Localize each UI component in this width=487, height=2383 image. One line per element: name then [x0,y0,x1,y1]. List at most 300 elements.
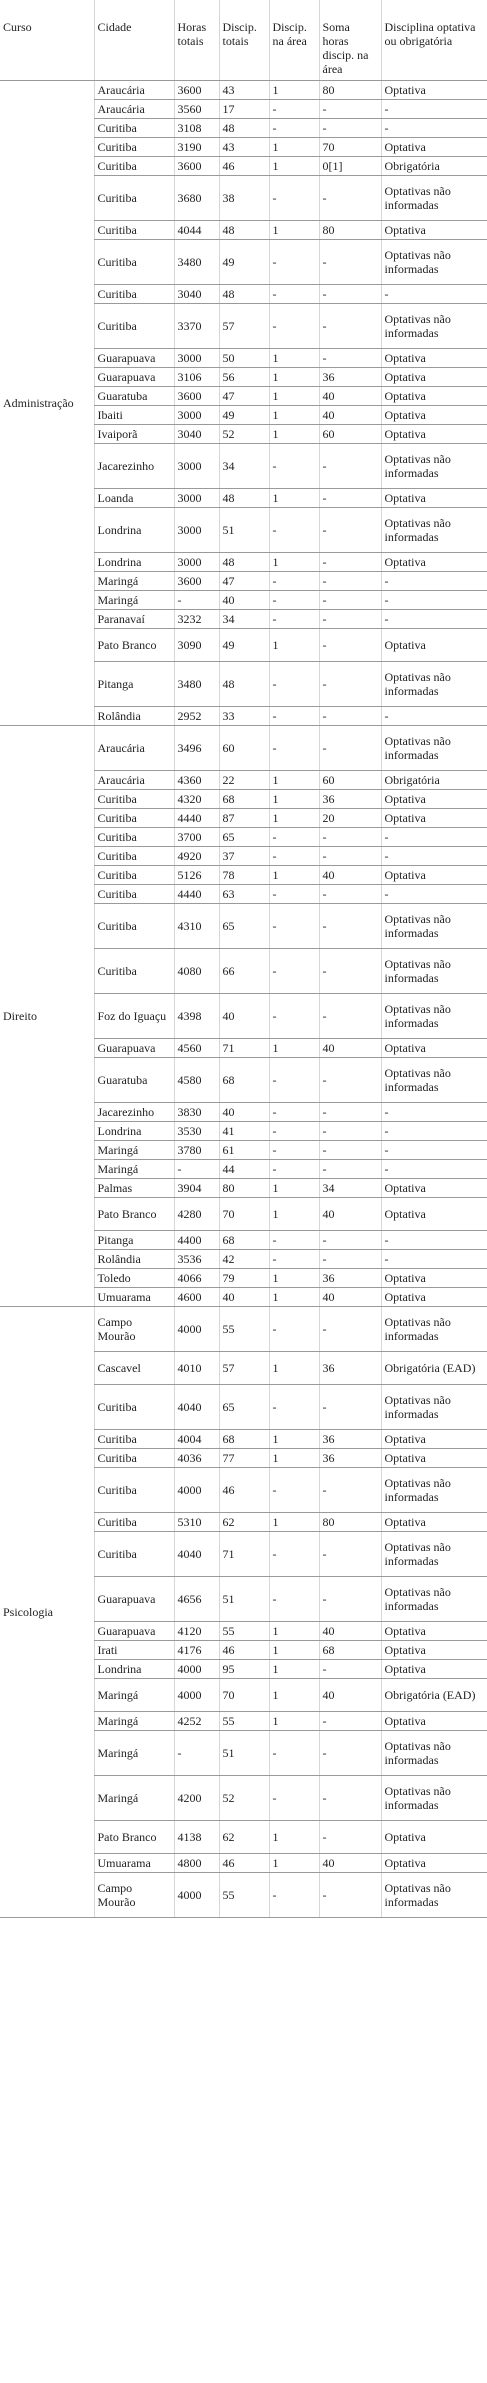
discip-na-area-cell: - [269,1103,319,1122]
horas-totais-cell: 3040 [174,285,219,304]
discip-na-area-cell: - [269,304,319,349]
discip-na-area-cell: - [269,1231,319,1250]
discip-totais-cell: 37 [219,847,269,866]
discip-na-area-cell: - [269,1058,319,1103]
soma-horas-cell: - [319,591,381,610]
discip-totais-cell: 78 [219,866,269,885]
discip-totais-cell: 55 [219,1873,269,1918]
optativa-obrigatoria-cell: - [381,1141,487,1160]
discip-totais-cell: 55 [219,1622,269,1641]
discip-totais-cell: 61 [219,1141,269,1160]
discip-totais-cell: 52 [219,425,269,444]
horas-totais-cell: 3106 [174,368,219,387]
discip-totais-cell: 51 [219,1577,269,1622]
optativa-obrigatoria-cell: Optativa [381,1198,487,1231]
discip-na-area-cell: - [269,1873,319,1918]
optativa-obrigatoria-cell: Optativa [381,349,487,368]
cidade-cell: Curitiba [94,949,174,994]
cidade-cell: Curitiba [94,240,174,285]
discip-na-area-cell: 1 [269,387,319,406]
discip-na-area-cell: 1 [269,1660,319,1679]
cidade-cell: Araucária [94,771,174,790]
discip-na-area-cell: - [269,240,319,285]
horas-totais-cell: 4004 [174,1430,219,1449]
soma-horas-cell: 0[1] [319,157,381,176]
cidade-cell: Curitiba [94,1449,174,1468]
optativa-obrigatoria-cell: - [381,707,487,726]
horas-totais-cell: 5310 [174,1513,219,1532]
soma-horas-cell: 36 [319,1269,381,1288]
cidade-cell: Pato Branco [94,1821,174,1854]
soma-horas-cell: - [319,304,381,349]
discip-totais-cell: 48 [219,119,269,138]
soma-horas-cell: - [319,1660,381,1679]
table-row [0,1307,487,1352]
cidade-cell: Curitiba [94,221,174,240]
header-discip-totais: Discip. totais [219,0,269,81]
cidade-cell: Maringá [94,1712,174,1731]
discip-na-area-cell: 1 [269,1179,319,1198]
horas-totais-cell: 4176 [174,1641,219,1660]
soma-horas-cell: 40 [319,1198,381,1231]
soma-horas-cell: - [319,994,381,1039]
cidade-cell: Curitiba [94,1430,174,1449]
horas-totais-cell: 4200 [174,1776,219,1821]
table-row [0,81,487,100]
discip-totais-cell: 22 [219,771,269,790]
optativa-obrigatoria-cell: Optativa [381,1641,487,1660]
discip-na-area-cell: 1 [269,1641,319,1660]
optativa-obrigatoria-cell: - [381,847,487,866]
discip-na-area-cell: 1 [269,1679,319,1712]
discip-totais-cell: 46 [219,1468,269,1513]
discip-na-area-cell: 1 [269,221,319,240]
soma-horas-cell: - [319,1532,381,1577]
discip-na-area-cell: 1 [269,1622,319,1641]
discip-totais-cell: 42 [219,1250,269,1269]
horas-totais-cell: 4036 [174,1449,219,1468]
cidade-cell: Curitiba [94,285,174,304]
horas-totais-cell: 3000 [174,489,219,508]
soma-horas-cell: - [319,1776,381,1821]
discip-totais-cell: 46 [219,1641,269,1660]
soma-horas-cell: 60 [319,425,381,444]
discip-totais-cell: 62 [219,1821,269,1854]
horas-totais-cell: 3830 [174,1103,219,1122]
soma-horas-cell: - [319,1231,381,1250]
horas-totais-cell: 3680 [174,176,219,221]
optativa-obrigatoria-cell: Optativa [381,809,487,828]
horas-totais-cell: 3480 [174,662,219,707]
discip-totais-cell: 70 [219,1198,269,1231]
discip-na-area-cell: - [269,1385,319,1430]
optativa-obrigatoria-cell: Optativa [381,406,487,425]
soma-horas-cell: - [319,240,381,285]
soma-horas-cell: 36 [319,1449,381,1468]
soma-horas-cell: - [319,904,381,949]
discip-totais-cell: 48 [219,285,269,304]
discip-totais-cell: 65 [219,1385,269,1430]
cidade-cell: Toledo [94,1269,174,1288]
discip-na-area-cell: 1 [269,1269,319,1288]
discip-totais-cell: 55 [219,1712,269,1731]
cidade-cell: Curitiba [94,1385,174,1430]
cidade-cell: Curitiba [94,885,174,904]
soma-horas-cell: - [319,119,381,138]
table-body [0,81,487,1918]
soma-horas-cell: - [319,1103,381,1122]
discip-totais-cell: 38 [219,176,269,221]
optativa-obrigatoria-cell: Obrigatória (EAD) [381,1679,487,1712]
optativa-obrigatoria-cell: Optativa [381,1854,487,1873]
discip-totais-cell: 52 [219,1776,269,1821]
optativa-obrigatoria-cell: Optativas não informadas [381,508,487,553]
optativa-obrigatoria-cell: Optativas não informadas [381,726,487,771]
table-header [0,0,487,81]
header-optativa-obrigatoria: Disciplina optativa ou obrigatória [381,0,487,81]
optativa-obrigatoria-cell: Optativa [381,1179,487,1198]
optativa-obrigatoria-cell: Optativa [381,489,487,508]
soma-horas-cell: - [319,444,381,489]
optativa-obrigatoria-cell: Optativas não informadas [381,240,487,285]
horas-totais-cell: 4560 [174,1039,219,1058]
discip-na-area-cell: 1 [269,1712,319,1731]
cidade-cell: Curitiba [94,119,174,138]
cidade-cell: Guarapuava [94,349,174,368]
soma-horas-cell: 40 [319,406,381,425]
discip-totais-cell: 47 [219,572,269,591]
optativa-obrigatoria-cell: Optativas não informadas [381,1873,487,1918]
discip-totais-cell: 46 [219,1854,269,1873]
horas-totais-cell: 3232 [174,610,219,629]
discip-totais-cell: 71 [219,1532,269,1577]
cidade-cell: Palmas [94,1179,174,1198]
optativa-obrigatoria-cell: Optativa [381,1660,487,1679]
cidade-cell: Guarapuava [94,1039,174,1058]
soma-horas-cell: - [319,1731,381,1776]
discip-totais-cell: 50 [219,349,269,368]
soma-horas-cell: 36 [319,1352,381,1385]
soma-horas-cell: - [319,489,381,508]
soma-horas-cell: - [319,610,381,629]
discip-totais-cell: 44 [219,1160,269,1179]
soma-horas-cell: 60 [319,771,381,790]
horas-totais-cell: 3108 [174,119,219,138]
soma-horas-cell: - [319,1122,381,1141]
horas-totais-cell: 3496 [174,726,219,771]
soma-horas-cell: - [319,553,381,572]
discip-totais-cell: 60 [219,726,269,771]
soma-horas-cell: - [319,707,381,726]
discip-na-area-cell: 1 [269,406,319,425]
optativa-obrigatoria-cell: Optativa [381,1712,487,1731]
curso-cell: Psicologia [0,1307,94,1918]
horas-totais-cell: 3040 [174,425,219,444]
discip-na-area-cell: - [269,1160,319,1179]
cidade-cell: Jacarezinho [94,1103,174,1122]
cidade-cell: Campo Mourão [94,1873,174,1918]
optativa-obrigatoria-cell: Optativas não informadas [381,904,487,949]
header-horas-totais: Horas totais [174,0,219,81]
discip-totais-cell: 40 [219,591,269,610]
cidade-cell: Curitiba [94,176,174,221]
discip-totais-cell: 34 [219,610,269,629]
cidade-cell: Pato Branco [94,1198,174,1231]
optativa-obrigatoria-cell: Optativas não informadas [381,1532,487,1577]
discip-na-area-cell: 1 [269,790,319,809]
soma-horas-cell: 20 [319,809,381,828]
cidade-cell: Curitiba [94,809,174,828]
horas-totais-cell: 3530 [174,1122,219,1141]
optativa-obrigatoria-cell: Optativas não informadas [381,949,487,994]
optativa-obrigatoria-cell: Optativa [381,1821,487,1854]
discip-na-area-cell: - [269,904,319,949]
cidade-cell: Curitiba [94,847,174,866]
horas-totais-cell: 4040 [174,1532,219,1577]
discip-na-area-cell: - [269,100,319,119]
discip-totais-cell: 77 [219,1449,269,1468]
discip-totais-cell: 48 [219,221,269,240]
discip-totais-cell: 66 [219,949,269,994]
curso-cell: Direito [0,726,94,1307]
horas-totais-cell: 4044 [174,221,219,240]
cidade-cell: Guarapuava [94,1577,174,1622]
horas-totais-cell: 4360 [174,771,219,790]
optativa-obrigatoria-cell: Optativas não informadas [381,1577,487,1622]
cidade-cell: Londrina [94,1122,174,1141]
discip-totais-cell: 33 [219,707,269,726]
discip-totais-cell: 63 [219,885,269,904]
cidade-cell: Guarapuava [94,1622,174,1641]
discip-na-area-cell: 1 [269,1821,319,1854]
soma-horas-cell: 40 [319,866,381,885]
cidade-cell: Pitanga [94,1231,174,1250]
cidade-cell: Londrina [94,553,174,572]
discip-na-area-cell: 1 [269,489,319,508]
discip-na-area-cell: 1 [269,1198,319,1231]
discip-totais-cell: 40 [219,1103,269,1122]
discip-totais-cell: 65 [219,904,269,949]
header-soma-horas: Soma horas discip. na área [319,0,381,81]
horas-totais-cell: 4440 [174,885,219,904]
discip-na-area-cell: - [269,1141,319,1160]
horas-totais-cell: 3000 [174,406,219,425]
horas-totais-cell: 3780 [174,1141,219,1160]
discip-totais-cell: 65 [219,828,269,847]
optativa-obrigatoria-cell: - [381,591,487,610]
discip-totais-cell: 48 [219,662,269,707]
horas-totais-cell: 4138 [174,1821,219,1854]
optativa-obrigatoria-cell: - [381,828,487,847]
discip-na-area-cell: - [269,176,319,221]
optativa-obrigatoria-cell: Optativa [381,1430,487,1449]
horas-totais-cell: 3480 [174,240,219,285]
horas-totais-cell: 3560 [174,100,219,119]
discip-totais-cell: 80 [219,1179,269,1198]
optativa-obrigatoria-cell: - [381,1122,487,1141]
discip-na-area-cell: 1 [269,157,319,176]
soma-horas-cell: 40 [319,1854,381,1873]
optativa-obrigatoria-cell: Optativa [381,368,487,387]
soma-horas-cell: 36 [319,1430,381,1449]
optativa-obrigatoria-cell: - [381,610,487,629]
discip-na-area-cell: - [269,707,319,726]
cidade-cell: Rolândia [94,707,174,726]
horas-totais-cell: 3904 [174,1179,219,1198]
horas-totais-cell: - [174,1160,219,1179]
horas-totais-cell: 4000 [174,1468,219,1513]
discip-na-area-cell: 1 [269,629,319,662]
horas-totais-cell: 4000 [174,1307,219,1352]
discip-totais-cell: 49 [219,406,269,425]
discip-totais-cell: 49 [219,629,269,662]
soma-horas-cell: 40 [319,1679,381,1712]
discip-totais-cell: 71 [219,1039,269,1058]
soma-horas-cell: 36 [319,790,381,809]
header-curso: Curso [0,0,94,81]
optativa-obrigatoria-cell: - [381,1103,487,1122]
optativa-obrigatoria-cell: - [381,119,487,138]
soma-horas-cell: - [319,662,381,707]
discip-totais-cell: 68 [219,1430,269,1449]
cidade-cell: Ivaiporã [94,425,174,444]
cidade-cell: Maringá [94,591,174,610]
optativa-obrigatoria-cell: Optativas não informadas [381,1468,487,1513]
optativa-obrigatoria-cell: Optativas não informadas [381,1058,487,1103]
header-cidade: Cidade [94,0,174,81]
discip-totais-cell: 49 [219,240,269,285]
discip-totais-cell: 43 [219,138,269,157]
cidade-cell: Maringá [94,1776,174,1821]
cidade-cell: Umuarama [94,1288,174,1307]
optativa-obrigatoria-cell: Optativa [381,553,487,572]
header-discip-na-area: Discip. na área [269,0,319,81]
optativa-obrigatoria-cell: - [381,885,487,904]
optativa-obrigatoria-cell: Optativa [381,1288,487,1307]
cidade-cell: Curitiba [94,828,174,847]
discip-na-area-cell: - [269,1577,319,1622]
soma-horas-cell: - [319,349,381,368]
discip-na-area-cell: 1 [269,138,319,157]
discip-na-area-cell: 1 [269,349,319,368]
discip-totais-cell: 70 [219,1679,269,1712]
discip-na-area-cell: - [269,285,319,304]
soma-horas-cell: - [319,629,381,662]
soma-horas-cell: - [319,1141,381,1160]
cidade-cell: Jacarezinho [94,444,174,489]
discip-totais-cell: 56 [219,368,269,387]
discip-na-area-cell: - [269,949,319,994]
cidade-cell: Curitiba [94,866,174,885]
horas-totais-cell: 4656 [174,1577,219,1622]
table-row [0,726,487,771]
optativa-obrigatoria-cell: Obrigatória (EAD) [381,1352,487,1385]
horas-totais-cell: - [174,1731,219,1776]
optativa-obrigatoria-cell: Optativa [381,425,487,444]
cidade-cell: Cascavel [94,1352,174,1385]
discip-na-area-cell: - [269,572,319,591]
cidade-cell: Pato Branco [94,629,174,662]
discip-na-area-cell: - [269,1468,319,1513]
horas-totais-cell: 4066 [174,1269,219,1288]
discip-totais-cell: 17 [219,100,269,119]
horas-totais-cell: 3370 [174,304,219,349]
discip-na-area-cell: 1 [269,866,319,885]
discip-na-area-cell: - [269,444,319,489]
soma-horas-cell: 34 [319,1179,381,1198]
soma-horas-cell: 80 [319,221,381,240]
soma-horas-cell: - [319,1712,381,1731]
cidade-cell: Maringá [94,1141,174,1160]
soma-horas-cell: - [319,1821,381,1854]
horas-totais-cell: 4400 [174,1231,219,1250]
discip-na-area-cell: 1 [269,1288,319,1307]
cidade-cell: Foz do Iguaçu [94,994,174,1039]
optativa-obrigatoria-cell: Optativas não informadas [381,1385,487,1430]
discip-na-area-cell: - [269,1776,319,1821]
optativa-obrigatoria-cell: Optativa [381,1622,487,1641]
optativa-obrigatoria-cell: Obrigatória [381,771,487,790]
discip-na-area-cell: - [269,885,319,904]
discip-totais-cell: 87 [219,809,269,828]
discip-totais-cell: 68 [219,790,269,809]
soma-horas-cell: 40 [319,387,381,406]
soma-horas-cell: - [319,885,381,904]
horas-totais-cell: 4398 [174,994,219,1039]
horas-totais-cell: 4320 [174,790,219,809]
discip-na-area-cell: 1 [269,1430,319,1449]
discip-totais-cell: 48 [219,553,269,572]
optativa-obrigatoria-cell: Optativa [381,138,487,157]
cidade-cell: Maringá [94,1160,174,1179]
cidade-cell: Londrina [94,508,174,553]
optativa-obrigatoria-cell: Optativa [381,1039,487,1058]
soma-horas-cell: 68 [319,1641,381,1660]
soma-horas-cell: - [319,572,381,591]
discip-na-area-cell: 1 [269,771,319,790]
optativa-obrigatoria-cell: Optativa [381,629,487,662]
discip-totais-cell: 40 [219,1288,269,1307]
soma-horas-cell: - [319,1468,381,1513]
discip-na-area-cell: 1 [269,425,319,444]
cidade-cell: Guarapuava [94,368,174,387]
horas-totais-cell: 4920 [174,847,219,866]
horas-totais-cell: 3090 [174,629,219,662]
optativa-obrigatoria-cell: Optativas não informadas [381,444,487,489]
discip-totais-cell: 34 [219,444,269,489]
optativa-obrigatoria-cell: - [381,100,487,119]
optativa-obrigatoria-cell: Optativas não informadas [381,176,487,221]
cidade-cell: Araucária [94,726,174,771]
soma-horas-cell: 40 [319,1288,381,1307]
soma-horas-cell: 70 [319,138,381,157]
discip-totais-cell: 47 [219,387,269,406]
optativa-obrigatoria-cell: - [381,572,487,591]
horas-totais-cell: 4580 [174,1058,219,1103]
discip-na-area-cell: - [269,726,319,771]
optativa-obrigatoria-cell: - [381,285,487,304]
optativa-obrigatoria-cell: Optativas não informadas [381,1731,487,1776]
cidade-cell: Maringá [94,1731,174,1776]
horas-totais-cell: 4310 [174,904,219,949]
discip-na-area-cell: - [269,1250,319,1269]
optativa-obrigatoria-cell: Optativas não informadas [381,662,487,707]
cidade-cell: Irati [94,1641,174,1660]
discip-na-area-cell: - [269,662,319,707]
cidade-cell: Araucária [94,81,174,100]
cidade-cell: Curitiba [94,304,174,349]
discip-totais-cell: 55 [219,1307,269,1352]
